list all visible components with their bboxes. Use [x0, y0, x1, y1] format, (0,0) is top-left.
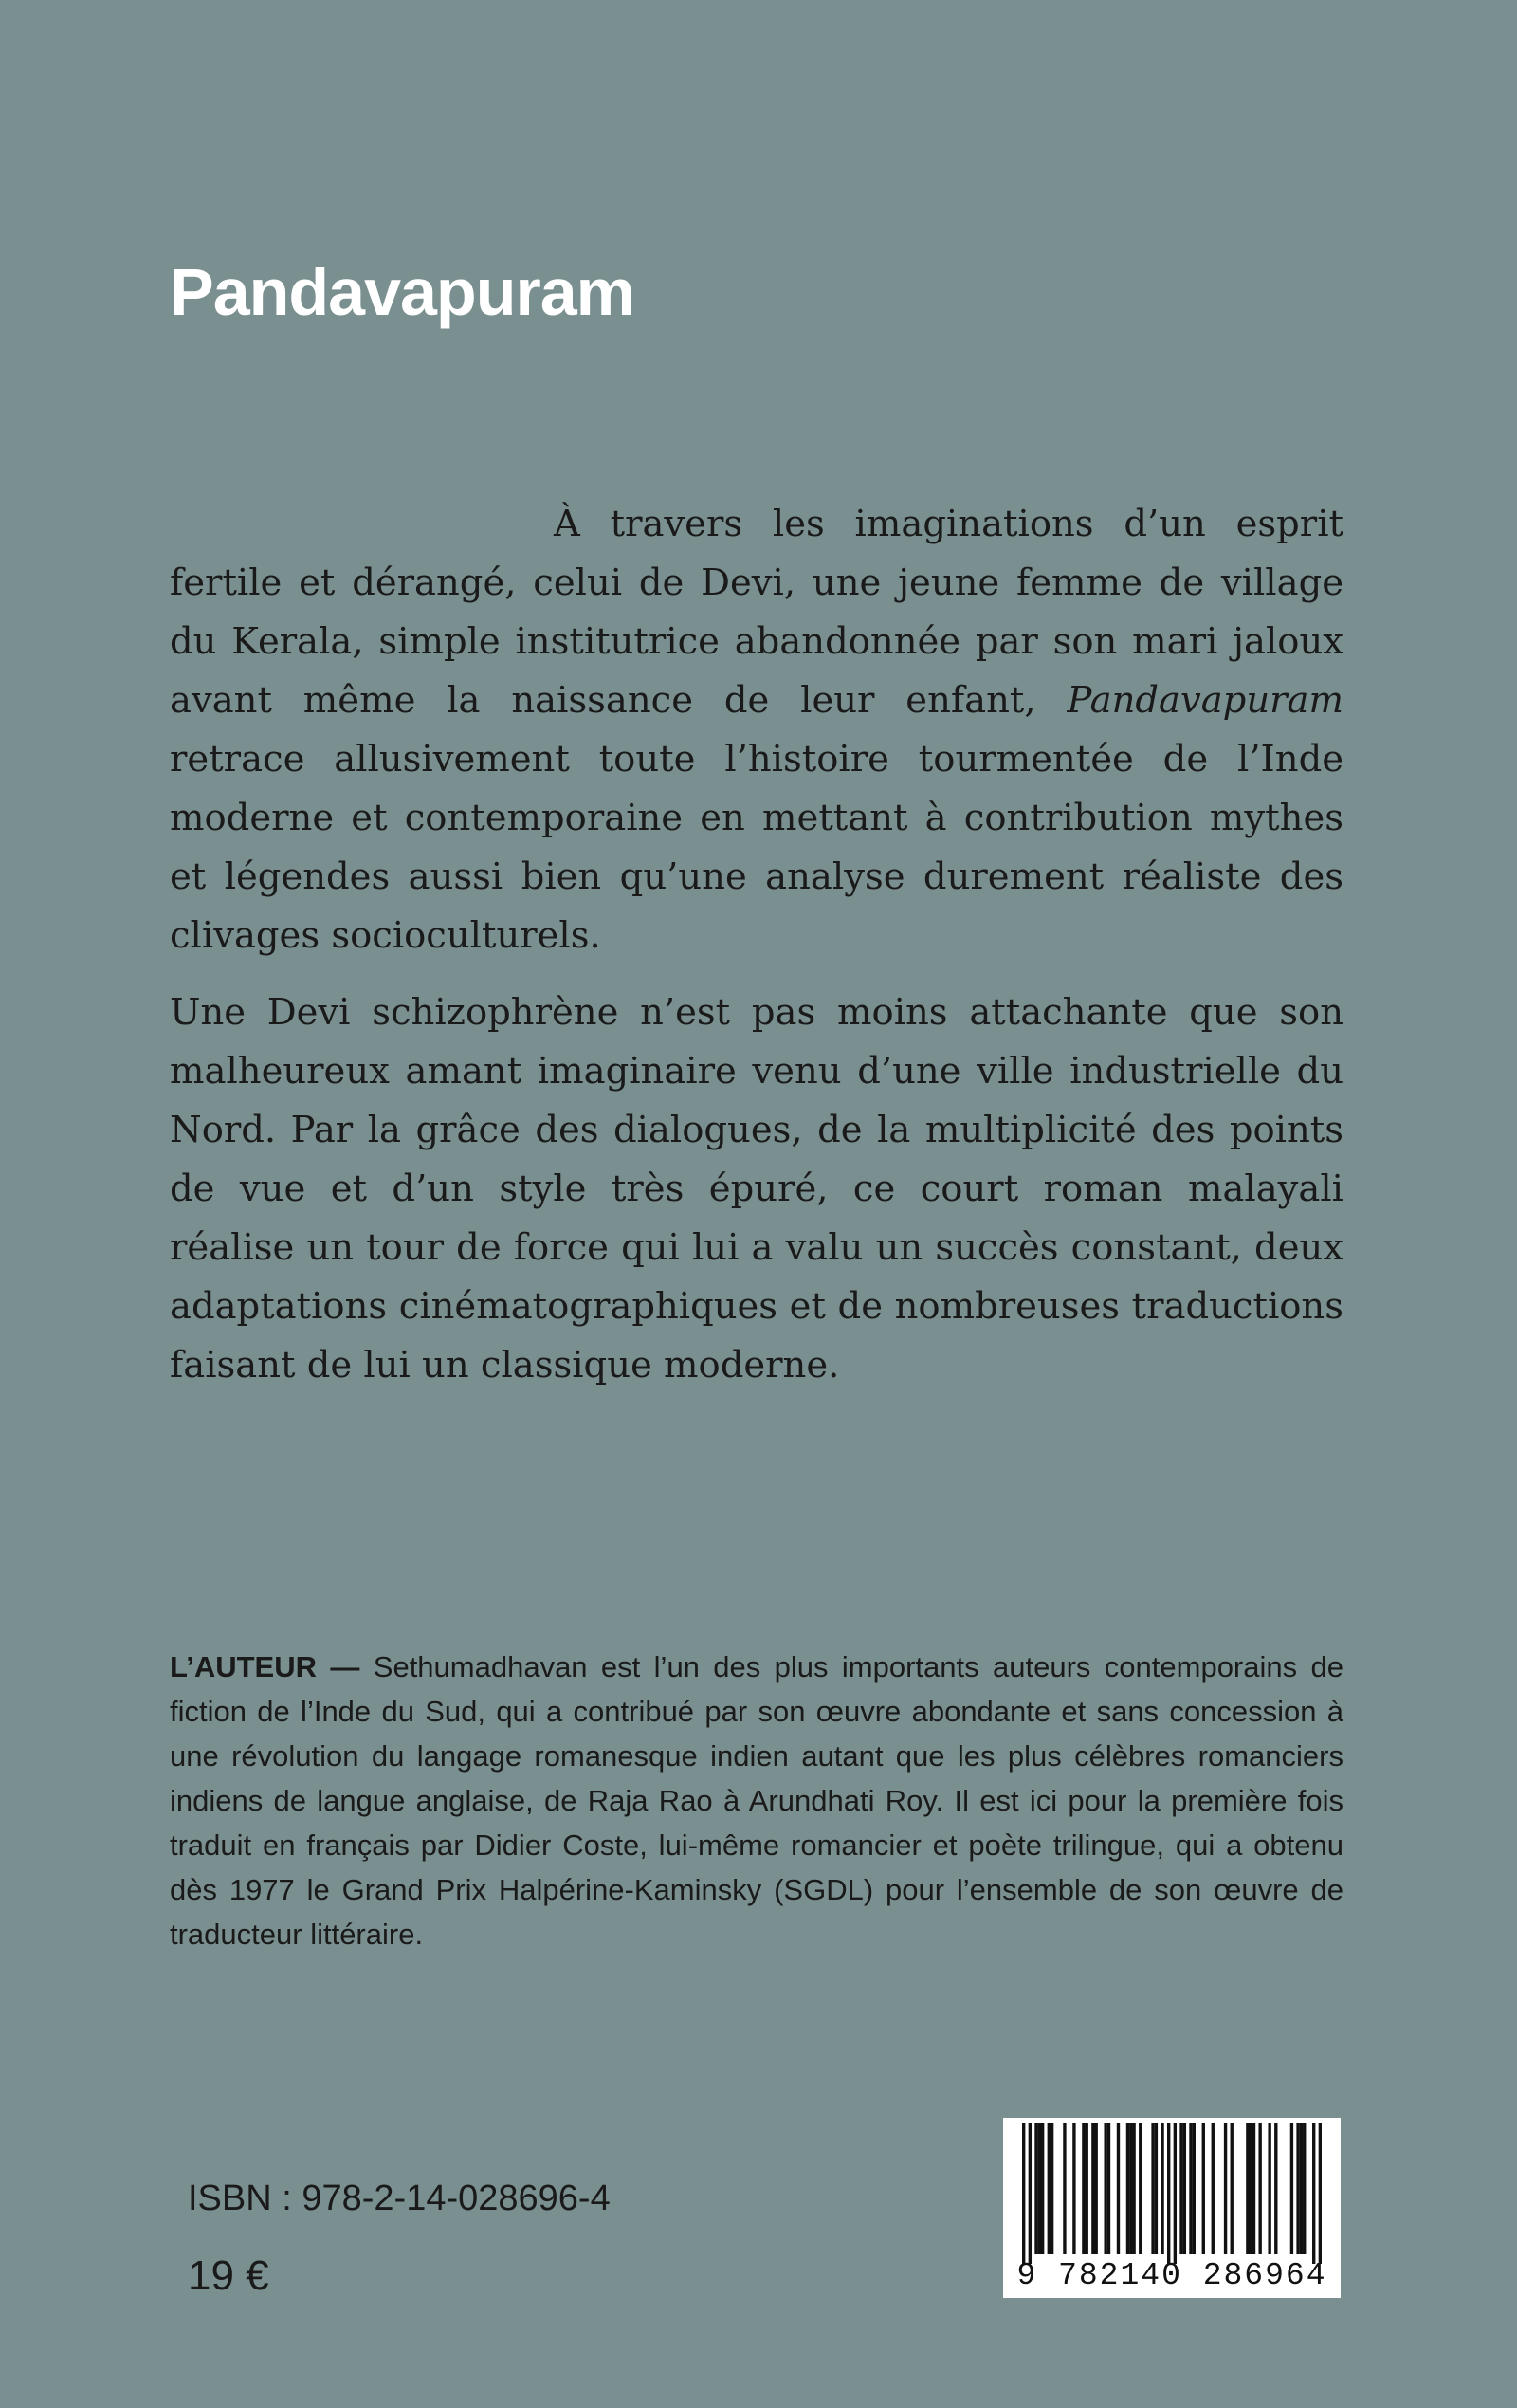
barcode-bar	[1202, 2123, 1205, 2254]
barcode-bar	[1104, 2123, 1106, 2254]
blurb-paragraph-2: Une Devi schizophrène n’est pas moins attachante que son malheureux amant imaginaire venu d’une ville industrielle du Nord. Par la grâce des dialogues, de la multiplicité des points de vue et d’un style très épuré, ce court roman malayali réalise un tour de force qui lui a valu un succès constant, deux adaptations cinématographiques et de nombreuses traductions faisant de lui un classique moderne.	[170, 991, 1343, 1387]
barcode-bar	[1117, 2123, 1120, 2254]
blurb-p1-end: retrace allusivement toute l’histoire tourmentée de l’Inde moderne et contemporaine en mettant à contribution mythes et légendes aussi bien qu’une analyse durement réaliste des clivages socioculturels.	[170, 738, 1343, 957]
price: 19 €	[188, 2252, 269, 2299]
barcode-bar	[1082, 2123, 1085, 2254]
barcode-bar	[1034, 2123, 1037, 2254]
blurb-paragraph-1	[170, 495, 1343, 965]
barcode-bar	[1258, 2123, 1261, 2254]
barcode-bar	[1048, 2123, 1051, 2254]
barcode-bar	[1029, 2123, 1032, 2264]
barcode-bar	[1151, 2123, 1154, 2254]
barcode-bar	[1312, 2123, 1315, 2264]
barcode-bar	[1252, 2123, 1255, 2254]
barcode-bar	[1161, 2123, 1163, 2254]
barcode-bar	[1246, 2123, 1249, 2254]
barcode-bar	[1167, 2123, 1170, 2264]
book-blurb	[170, 495, 1343, 1395]
barcode-bar	[1189, 2123, 1192, 2254]
barcode-bar	[1268, 2123, 1270, 2254]
barcode	[1003, 2118, 1341, 2298]
barcode-bar	[1231, 2123, 1234, 2254]
barcode-bar	[1091, 2123, 1094, 2254]
barcode-bar	[1183, 2123, 1186, 2254]
barcode-bar	[1022, 2123, 1025, 2264]
book-title: Pandavapuram	[170, 255, 634, 329]
barcode-bar	[1155, 2123, 1158, 2254]
barcode-bars	[1022, 2123, 1322, 2264]
barcode-bar	[1303, 2123, 1306, 2254]
barcode-bar	[1095, 2123, 1098, 2254]
barcode-bar	[1086, 2123, 1088, 2254]
barcode-bar	[1063, 2123, 1066, 2254]
barcode-bar	[1296, 2123, 1299, 2254]
barcode-bar	[1132, 2123, 1135, 2254]
author-bio	[170, 1645, 1343, 1957]
barcode-bar	[1041, 2123, 1044, 2254]
barcode-bar	[1072, 2123, 1075, 2254]
isbn: ISBN : 978-2-14-028696-4	[188, 2178, 611, 2218]
barcode-bar	[1319, 2123, 1322, 2264]
barcode-bar	[1174, 2123, 1177, 2264]
barcode-bar	[1139, 2123, 1142, 2254]
barcode-bar	[1038, 2123, 1041, 2254]
barcode-bar	[1107, 2123, 1110, 2254]
barcode-bar	[1300, 2123, 1303, 2254]
barcode-bar	[1179, 2123, 1182, 2254]
barcode-bar	[1290, 2123, 1293, 2254]
barcode-bar	[1193, 2123, 1196, 2254]
barcode-bar	[1129, 2123, 1132, 2254]
barcode-bar	[1224, 2123, 1227, 2254]
barcode-bar	[1051, 2123, 1053, 2254]
barcode-bar	[1126, 2123, 1129, 2254]
blurb-p1-start: À travers les imaginations d’un esprit fertile et dérangé, celui de Devi, une jeune femme de village du Kerala, simple institutrice abandonnée par son mari jaloux avant même la naissance de leur enfant,	[170, 503, 1343, 722]
author-label: L’AUTEUR —	[170, 1650, 360, 1683]
barcode-digits: 9 782140 286964	[1016, 2258, 1327, 2293]
blurb-p1-title-italic: Pandavapuram	[1067, 679, 1343, 722]
author-text: Sethumadhavan est l’un des plus importants auteurs contemporains de fiction de l’Inde du Sud, qui a contribué par son œuvre abondante et sans concession à une révolution du langage romanesque indien autant que les plus célèbres romanciers indiens de langue anglaise, de Raja Rao à Arundhati Roy. Il est ici pour la première fois traduit en français par Didier Coste, lui-même romancier et poète trilingue, qui a obtenu dès 1977 le Grand Prix Halpérine-Kaminsky (SGDL) pour l’ensemble de son œuvre de traducteur littéraire.	[170, 1650, 1343, 1951]
barcode-bar	[1212, 2123, 1215, 2254]
barcode-bar	[1249, 2123, 1252, 2254]
barcode-bar	[1274, 2123, 1277, 2254]
